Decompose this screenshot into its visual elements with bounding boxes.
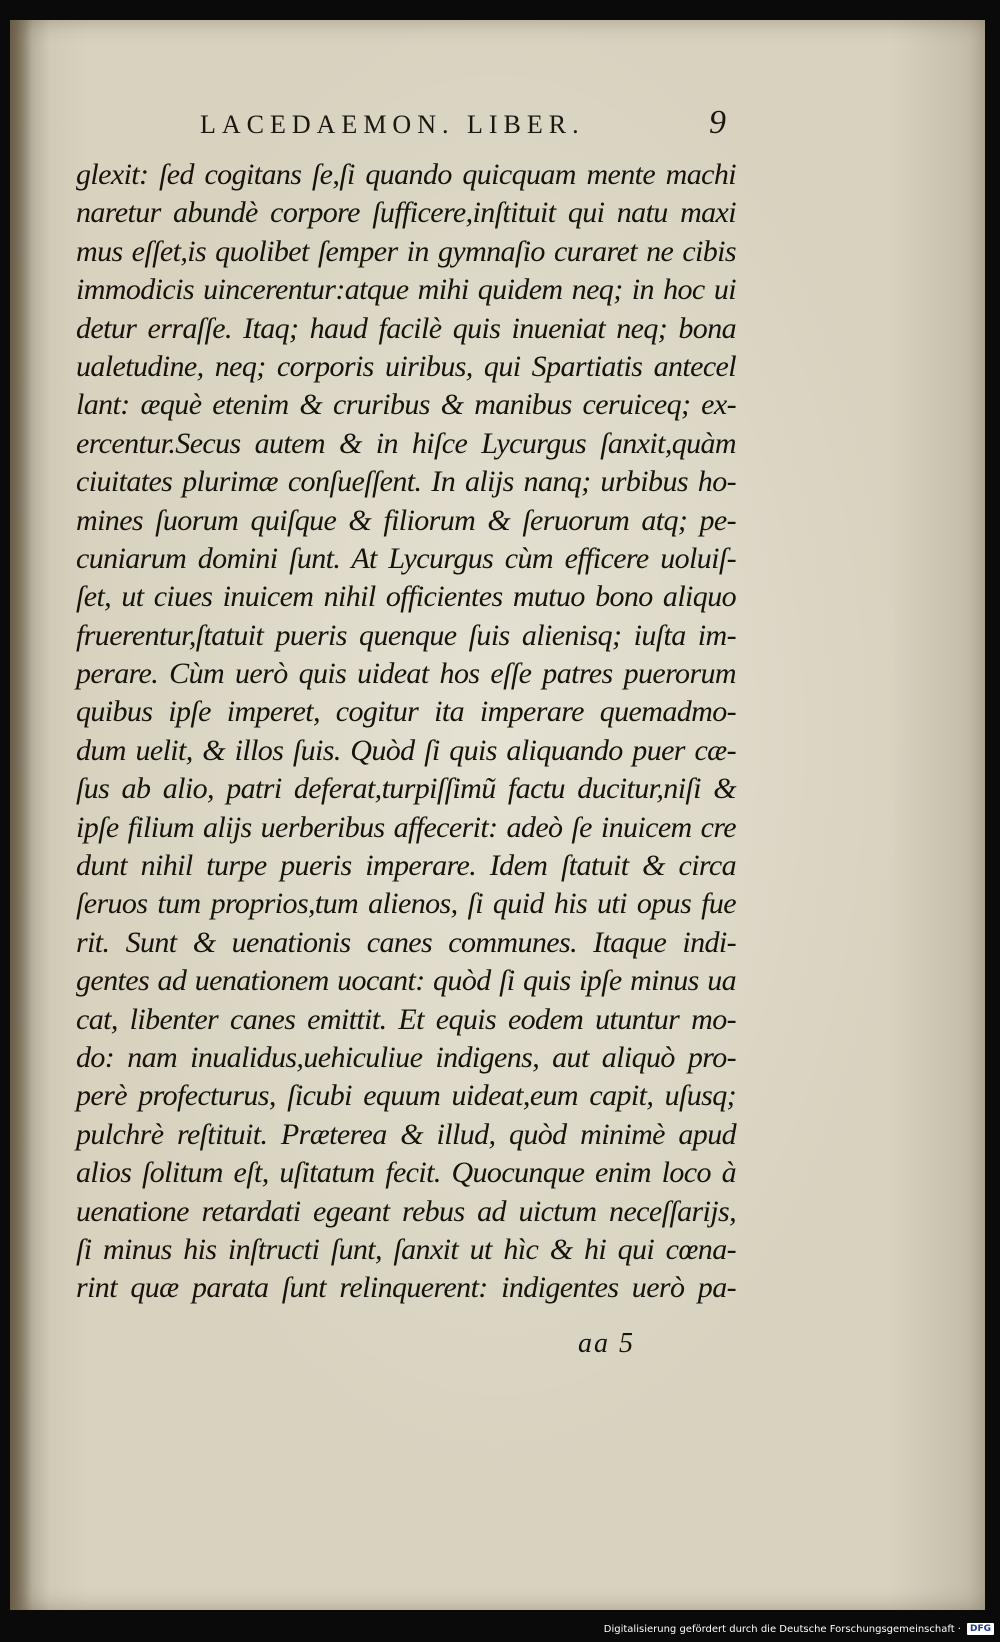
text-line: ſet, ut ciues inuicem nihil officientes mutuo bono aliquo (76, 580, 736, 614)
text-line: ſus ab alio, patri deferat,turpiſſimũ factu ducitur,niſi & (76, 772, 736, 806)
text-line: cat, libenter canes emittit. Et equis eodem utuntur mo- (76, 1002, 736, 1036)
text-line: ipſe filium alijs uerberibus affecerit: adeò ſe inuicem cre (76, 810, 736, 844)
text-line: perè profecturus, ſicubi equum uideat,eum capit, uſusq; (76, 1079, 736, 1113)
text-line: ſi minus his inſtructi ſunt, ſanxit ut hìc & hi qui cœna- (76, 1232, 736, 1266)
text-line: alios ſolitum eſt, uſitatum fecit. Quocunque enim loco à (76, 1156, 736, 1190)
text-line: mines ſuorum quiſque & filiorum & ſeruorum atq; pe- (76, 503, 736, 537)
text-line: rit. Sunt & uenationis canes communes. Itaque indi- (76, 925, 736, 959)
text-line: naretur abundè corpore ſufficere,inſtituit qui natu maxi (76, 196, 736, 230)
page-number: 9 (709, 104, 726, 141)
text-line: lant: æquè etenim & cruribus & manibus ceruiceq; ex- (76, 388, 736, 422)
text-line: pulchrè reſtituit. Præterea & illud, quòd minimè apud (76, 1117, 736, 1151)
text-line: mus eſſet,is quolibet ſemper in gymnaſio curaret ne cibis (76, 234, 736, 268)
text-line: uenatione retardati egeant rebus ad uictum neceſſarijs, (76, 1194, 736, 1228)
text-line: ſeruos tum proprios,tum alienos, ſi quid his uti opus fue (76, 887, 736, 921)
text-line: dum uelit, & illos ſuis. Quòd ſi quis aliquando puer cæ- (76, 733, 736, 767)
text-line: rint quæ parata ſunt relinquerent: indigentes uerò pa- (76, 1271, 736, 1305)
text-line: ciuitates plurimæ conſueſſent. In alijs nanq; urbibus ho- (76, 465, 736, 499)
text-line: fruerentur,ſtatuit pueris quenque ſuis alienisq; iuſta im- (76, 618, 736, 652)
text-line: dunt nihil turpe pueris imperare. Idem ſtatuit & circa (76, 849, 736, 883)
text-line: glexit: ſed cogitans ſe,ſi quando quicquam mente machi (76, 158, 736, 191)
text-line: do: nam inualidus,uehiculiue indigens, aut aliquò pro- (76, 1040, 736, 1074)
text-line: quibus ipſe imperet, cogitur ita imperare quemadmo- (76, 695, 736, 729)
text-line: perare. Cùm uerò quis uideat hos eſſe patres puerorum (76, 657, 736, 691)
text-line: immodicis uincerentur:atque mihi quidem neq; in hoc ui (76, 273, 736, 307)
text-line: cuniarum domini ſunt. At Lycurgus cùm efficere uoluiſ- (76, 541, 736, 575)
text-line: ualetudine, neq; corporis uiribus, qui Spartiatis antecel (76, 349, 736, 383)
running-head (200, 104, 726, 146)
text-line: ercentur.Secus autem & in hiſce Lycurgus ſanxit,quàm (76, 426, 736, 460)
book-page (10, 20, 985, 1610)
footer-credit (604, 1620, 994, 1638)
footer-text: Digitalisierung gefördert durch die Deutsche Forschungsgemeinschaft · (603, 1623, 961, 1635)
text-line: detur erraſſe. Itaq; haud facilè quis inueniat neq; bona (76, 311, 736, 345)
running-title: LACEDAEMON. LIBER. (200, 110, 585, 139)
dfg-logo-icon: DFG (967, 1623, 994, 1635)
signature-mark: aa 5 (578, 1328, 635, 1359)
body-text (76, 156, 736, 1308)
text-line: gentes ad uenationem uocant: quòd ſi quis ipſe minus ua (76, 964, 736, 998)
